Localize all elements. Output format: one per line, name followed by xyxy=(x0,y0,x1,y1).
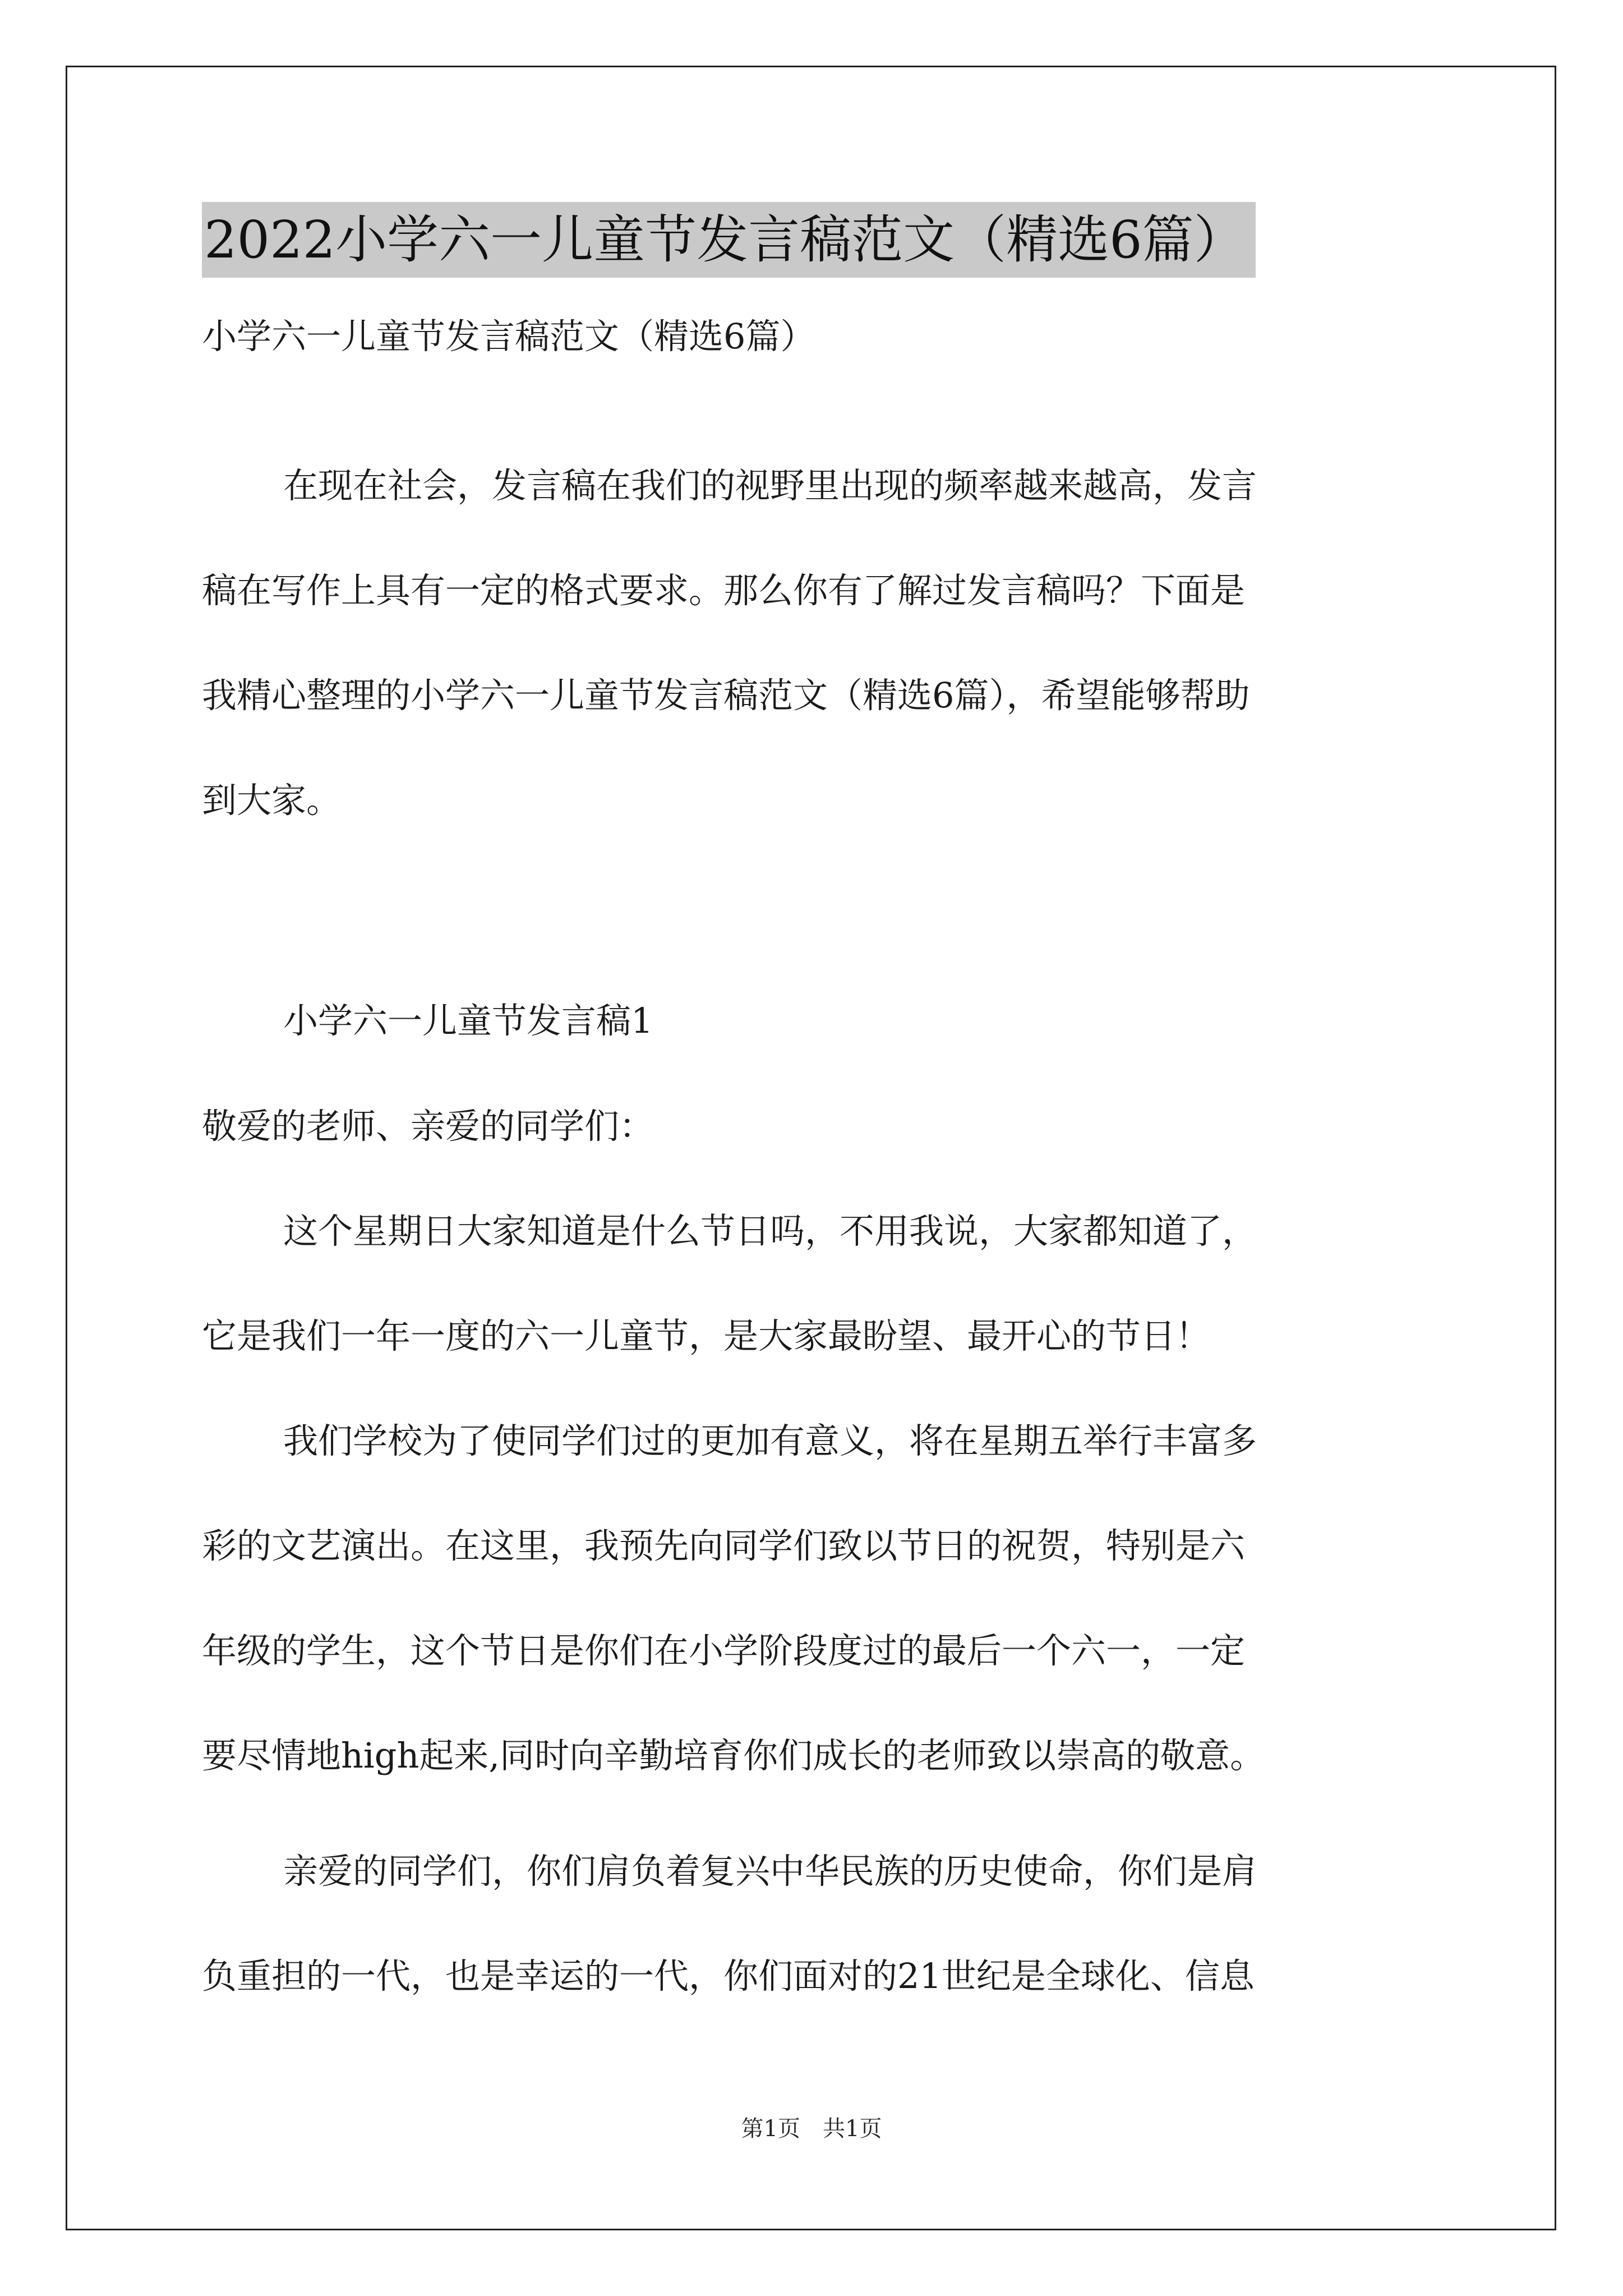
intro-line: 我精心整理的小学六一儿童节发言稿范文（精选6篇），希望能够帮助 xyxy=(202,675,1250,716)
body-line: 负重担的一代，也是幸运的一代，你们面对的21世纪是全球化、信息 xyxy=(202,1955,1255,1996)
salutation: 敬爱的老师、亲爱的同学们： xyxy=(202,1106,654,1147)
intro-line: 到大家。 xyxy=(202,780,342,821)
body-line: 这个星期日大家知道是什么节日吗，不用我说，大家都知道了， xyxy=(283,1211,1257,1251)
body-line: 我们学校为了使同学们过的更加有意义，将在星期五举行丰富多 xyxy=(283,1420,1257,1461)
intro-line: 在现在社会，发言稿在我们的视野里出现的频率越来越高，发言 xyxy=(283,465,1257,506)
page-footer: 第1页 共1页 xyxy=(741,2116,882,2142)
body-line: 彩的文艺演出。在这里，我预先向同学们致以节日的祝贺，特别是六 xyxy=(202,1525,1246,1566)
intro-line: 稿在写作上具有一定的格式要求。那么你有了解过发言稿吗？下面是 xyxy=(202,570,1246,611)
body-line: 亲爱的同学们，你们肩负着复兴中华民族的历史使命，你们是肩 xyxy=(283,1851,1257,1892)
body-line: 年级的学生，这个节日是你们在小学阶段度过的最后一个六一，一定 xyxy=(202,1630,1246,1671)
document-title: 2022小学六一儿童节发言稿范文（精选6篇） xyxy=(202,202,1256,278)
section-heading: 小学六一儿童节发言稿1 xyxy=(283,1000,653,1041)
subtitle: 小学六一儿童节发言稿范文（精选6篇） xyxy=(202,316,815,357)
body-line: 它是我们一年一度的六一儿童节，是大家最盼望、最开心的节日！ xyxy=(202,1315,1211,1356)
body-line: 要尽情地high起来,同时向辛勤培育你们成长的老师致以崇高的敬意。 xyxy=(202,1735,1265,1776)
